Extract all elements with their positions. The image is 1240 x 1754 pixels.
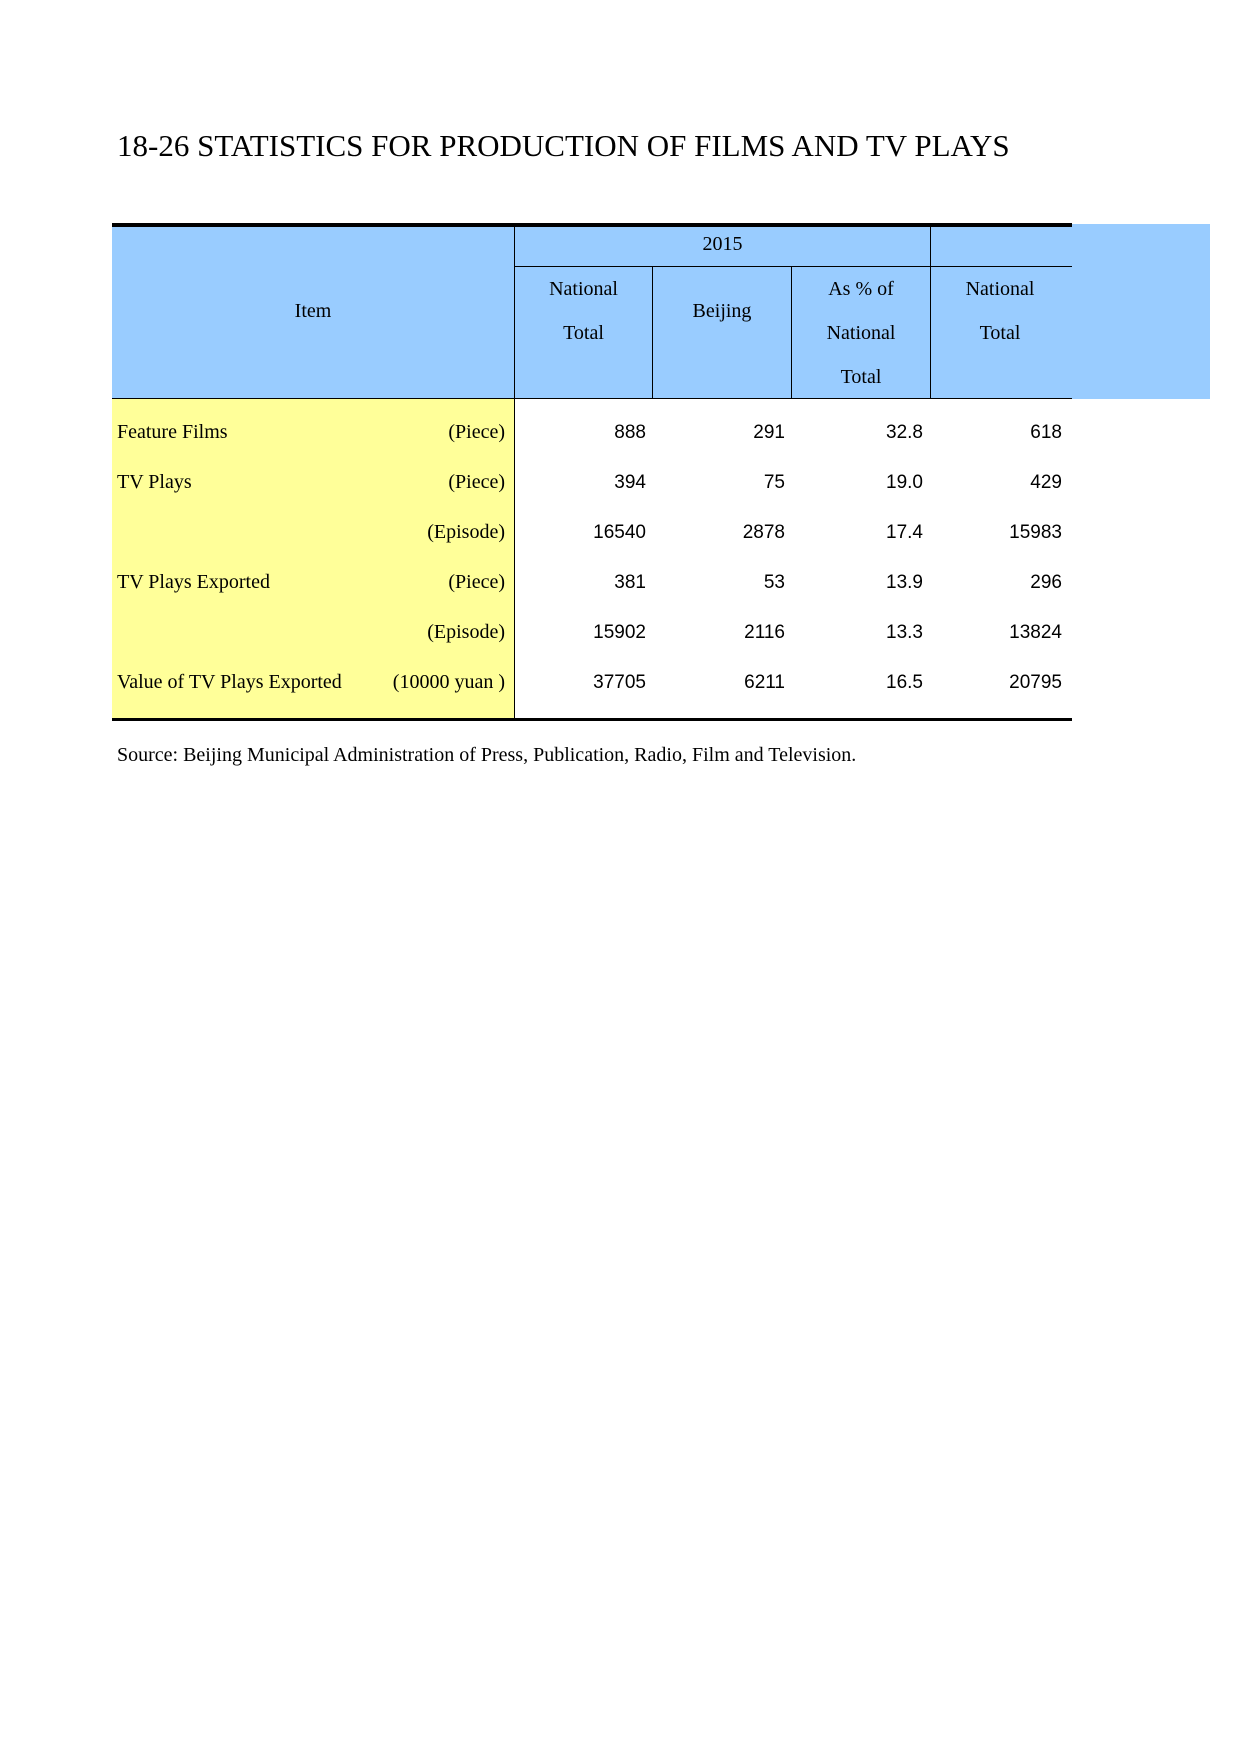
cell-beijing: 2878	[742, 522, 785, 543]
row-label: TV Plays Exported	[117, 571, 270, 593]
source-note: Source: Beijing Municipal Administration of Press, Publication, Radio, Film and Television.	[117, 744, 857, 766]
cell-national: 888	[614, 422, 646, 443]
header-national-total: National Total	[549, 278, 618, 344]
cell-national-2: 429	[1030, 472, 1062, 493]
cell-national: 37705	[593, 672, 646, 693]
cell-national: 16540	[593, 522, 646, 543]
cell-national-2: 296	[1030, 572, 1062, 593]
row-label: TV Plays	[117, 471, 192, 493]
table-bottom-rule	[112, 718, 1072, 721]
cell-beijing: 53	[763, 572, 785, 593]
cell-percent: 19.0	[886, 472, 923, 493]
row-unit: (Piece)	[448, 421, 505, 443]
cell-national: 381	[614, 572, 646, 593]
page-title: 18-26 STATISTICS FOR PRODUCTION OF FILMS AND TV PLAYS	[117, 128, 1010, 163]
cell-beijing: 2116	[744, 622, 785, 643]
cell-national-2: 20795	[1009, 672, 1062, 693]
cell-beijing: 75	[763, 472, 785, 493]
row-label: Value of TV Plays Exported	[117, 671, 342, 693]
cell-beijing: 291	[753, 422, 785, 443]
row-unit: (10000 yuan )	[392, 671, 505, 693]
header-item: Item	[294, 300, 332, 322]
cell-national-2: 618	[1030, 422, 1062, 443]
header-national-total-2: National Total	[965, 278, 1035, 344]
cell-percent: 16.5	[886, 672, 923, 693]
row-unit: (Episode)	[427, 621, 505, 643]
row-unit: (Episode)	[427, 521, 505, 543]
header-beijing: Beijing	[692, 300, 752, 322]
cell-percent: 17.4	[886, 522, 923, 543]
cell-national-2: 15983	[1009, 522, 1062, 543]
cell-percent: 13.3	[886, 622, 923, 643]
row-label: Feature Films	[117, 421, 228, 443]
header-percent-national: As % of National Total	[826, 278, 896, 388]
row-unit: (Piece)	[448, 471, 505, 493]
row-unit: (Piece)	[448, 571, 505, 593]
cell-percent: 32.8	[886, 422, 923, 443]
cell-national-2: 13824	[1009, 622, 1062, 643]
cell-percent: 13.9	[886, 572, 923, 593]
header-year: 2015	[702, 233, 743, 255]
cell-national: 394	[614, 472, 646, 493]
cell-national: 15902	[593, 622, 646, 643]
cell-beijing: 6211	[744, 672, 785, 693]
